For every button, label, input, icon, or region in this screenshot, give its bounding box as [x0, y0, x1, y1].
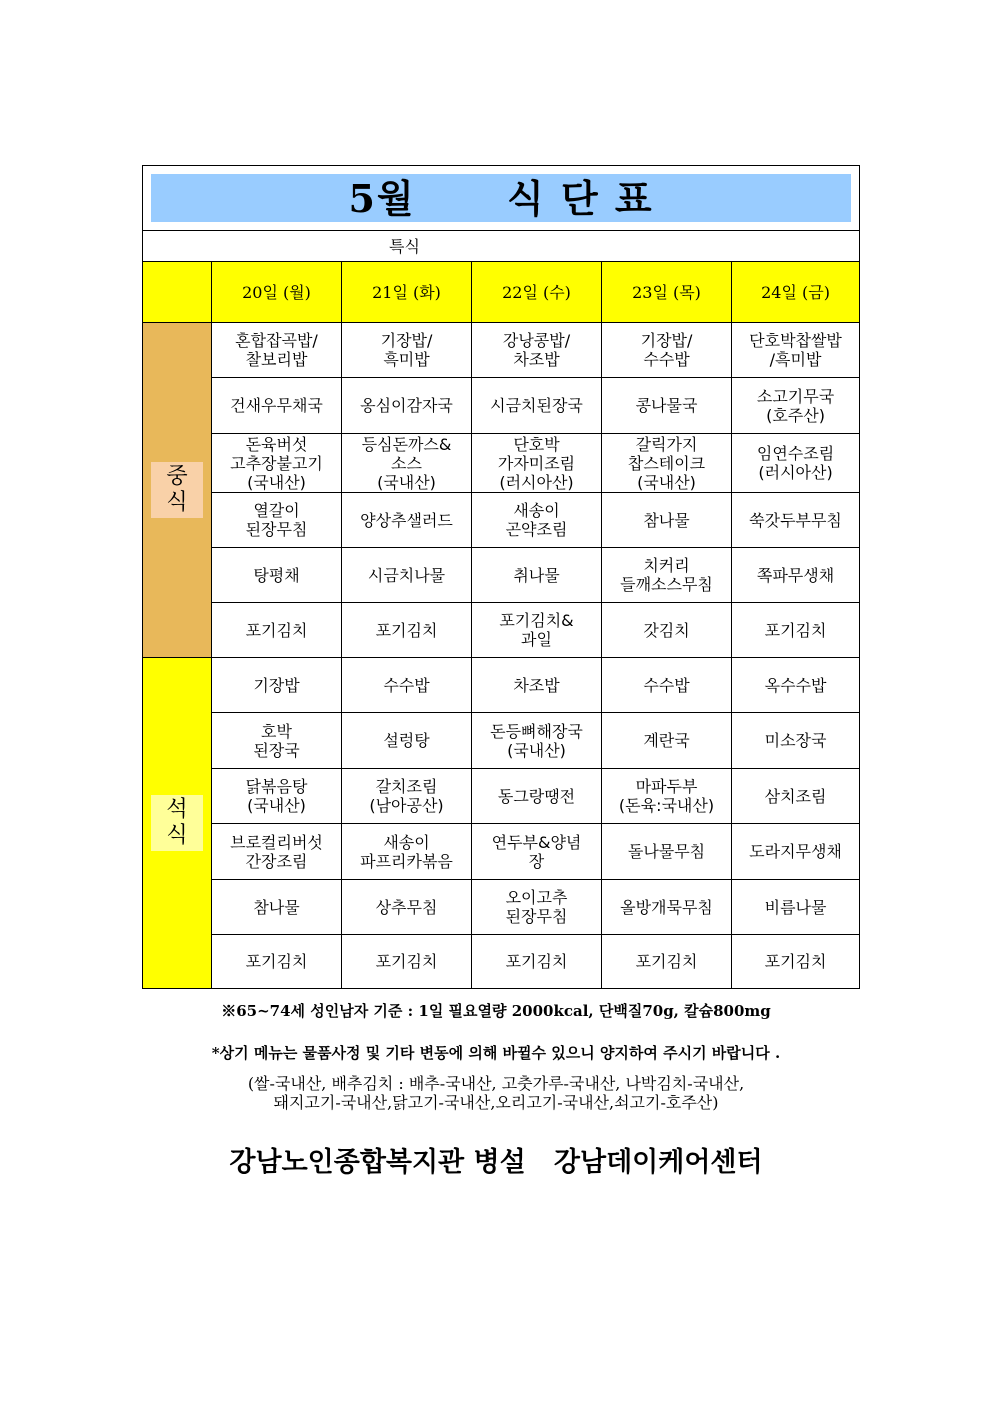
menu-cell: 수수밥 — [342, 658, 472, 713]
menu-cell: 포기김치 — [212, 603, 342, 658]
menu-cell: 갓김치 — [602, 603, 732, 658]
day-header: 23일 (목) — [602, 262, 732, 323]
menu-cell: 참나물 — [212, 880, 342, 935]
menu-cell: 마파두부 (돈육:국내산) — [602, 769, 732, 824]
menu-cell: 등심돈까스& 소스 (국내산) — [342, 434, 472, 493]
dinner-side-cell — [143, 658, 212, 989]
lunch-row — [143, 434, 860, 493]
dinner-row — [143, 658, 860, 713]
menu-cell: 단호박 가자미조림 (러시아산) — [472, 434, 602, 493]
menu-table — [142, 165, 860, 989]
lunch-row — [143, 378, 860, 434]
menu-cell: 닭볶음탕 (국내산) — [212, 769, 342, 824]
dinner-row — [143, 880, 860, 935]
corner-cell — [143, 262, 212, 323]
title-cell — [143, 166, 860, 231]
dinner-row — [143, 769, 860, 824]
menu-cell: 계란국 — [602, 713, 732, 769]
day-header: 22일 (수) — [472, 262, 602, 323]
menu-cell: 삼치조림 — [732, 769, 860, 824]
menu-cell: 강낭콩밥/ 차조밥 — [472, 323, 602, 378]
menu-sheet — [142, 165, 859, 989]
menu-cell: 포기김치 — [602, 935, 732, 989]
menu-cell: 참나물 — [602, 493, 732, 548]
menu-cell: 동그랑땡전 — [472, 769, 602, 824]
menu-cell: 포기김치 — [732, 603, 860, 658]
menu-cell: 포기김치 — [212, 935, 342, 989]
menu-cell: 쪽파무생채 — [732, 548, 860, 603]
menu-cell: 시금치된장국 — [472, 378, 602, 434]
lunch-side-cell — [143, 323, 212, 658]
dinner-row — [143, 824, 860, 880]
menu-cell: 포기김치 — [472, 935, 602, 989]
menu-cell: 포기김치 — [732, 935, 860, 989]
menu-cell: 시금치나물 — [342, 548, 472, 603]
menu-cell: 호박 된장국 — [212, 713, 342, 769]
disclaimer-note: *상기 메뉴는 물품사정 및 기타 변동에 의해 바뀔수 있으니 양지하여 주시기 바랍니다 . — [211, 1044, 781, 1062]
menu-cell: 미소장국 — [732, 713, 860, 769]
menu-cell: 취나물 — [472, 548, 602, 603]
lunch-section — [143, 323, 860, 658]
menu-cell: 혼합잡곡밥/ 찰보리밥 — [212, 323, 342, 378]
special-label: 특식 — [143, 231, 860, 262]
page-title: 5월 식 단 표 — [348, 175, 654, 221]
menu-cell: 탕평채 — [212, 548, 342, 603]
menu-cell: 콩나물국 — [602, 378, 732, 434]
footer-org: 강남노인종합복지관 병설 강남데이케어센터 — [229, 1147, 763, 1178]
dinner-label: 석 식 — [151, 795, 203, 851]
menu-cell: 돈육버섯 고추장불고기 (국내산) — [212, 434, 342, 493]
menu-cell: 소고기무국 (호주산) — [732, 378, 860, 434]
menu-cell: 오이고추 된장무침 — [472, 880, 602, 935]
day-header: 20일 (월) — [212, 262, 342, 323]
menu-cell: 옥수수밥 — [732, 658, 860, 713]
menu-cell: 기장밥/ 흑미밥 — [342, 323, 472, 378]
dinner-row — [143, 935, 860, 989]
menu-cell: 쑥갓두부무침 — [732, 493, 860, 548]
menu-cell: 수수밥 — [602, 658, 732, 713]
menu-cell: 갈릭가지 찹스테이크 (국내산) — [602, 434, 732, 493]
lunch-label: 중 식 — [151, 462, 203, 518]
lunch-row — [143, 548, 860, 603]
menu-cell: 돈등뼈해장국 (국내산) — [472, 713, 602, 769]
menu-cell: 비름나물 — [732, 880, 860, 935]
menu-cell: 갈치조림 (남아공산) — [342, 769, 472, 824]
nutrition-note: ※65~74세 성인남자 기준 : 1일 필요열량 2000kcal, 단백질70g, 칼슘800mg — [221, 1002, 771, 1020]
menu-cell: 새송이 곤약조림 — [472, 493, 602, 548]
menu-cell: 브로컬리버섯 간장조림 — [212, 824, 342, 880]
menu-cell: 임연수조림 (러시아산) — [732, 434, 860, 493]
menu-cell: 옹심이감자국 — [342, 378, 472, 434]
lunch-row — [143, 323, 860, 378]
lunch-row — [143, 603, 860, 658]
menu-cell: 차조밥 — [472, 658, 602, 713]
menu-cell: 포기김치& 과일 — [472, 603, 602, 658]
lunch-row — [143, 493, 860, 548]
day-header: 21일 (화) — [342, 262, 472, 323]
menu-cell: 열갈이 된장무침 — [212, 493, 342, 548]
menu-cell: 상추무침 — [342, 880, 472, 935]
menu-cell: 치커리 들깨소스무침 — [602, 548, 732, 603]
menu-cell: 기장밥 — [212, 658, 342, 713]
menu-cell: 포기김치 — [342, 935, 472, 989]
menu-cell: 도라지무생채 — [732, 824, 860, 880]
title-bar — [151, 174, 851, 222]
menu-cell: 양상추샐러드 — [342, 493, 472, 548]
menu-cell: 새송이 파프리카볶음 — [342, 824, 472, 880]
menu-cell: 포기김치 — [342, 603, 472, 658]
menu-cell: 단호박찹쌀밥 /흑미밥 — [732, 323, 860, 378]
menu-cell: 올방개묵무침 — [602, 880, 732, 935]
day-header: 24일 (금) — [732, 262, 860, 323]
dinner-section — [143, 658, 860, 989]
menu-cell: 기장밥/ 수수밥 — [602, 323, 732, 378]
day-header-row — [143, 262, 860, 323]
menu-cell: 설렁탕 — [342, 713, 472, 769]
menu-cell: 돌나물무침 — [602, 824, 732, 880]
menu-cell: 연두부&양념 장 — [472, 824, 602, 880]
origin-note: (쌀-국내산, 배추김치 : 배추-국내산, 고춧가루-국내산, 나박김치-국내산, 돼지고기-국내산,닭고기-국내산,오리고기-국내산,쇠고기-호주산) — [247, 1074, 745, 1112]
dinner-row — [143, 713, 860, 769]
menu-cell: 건새우무채국 — [212, 378, 342, 434]
